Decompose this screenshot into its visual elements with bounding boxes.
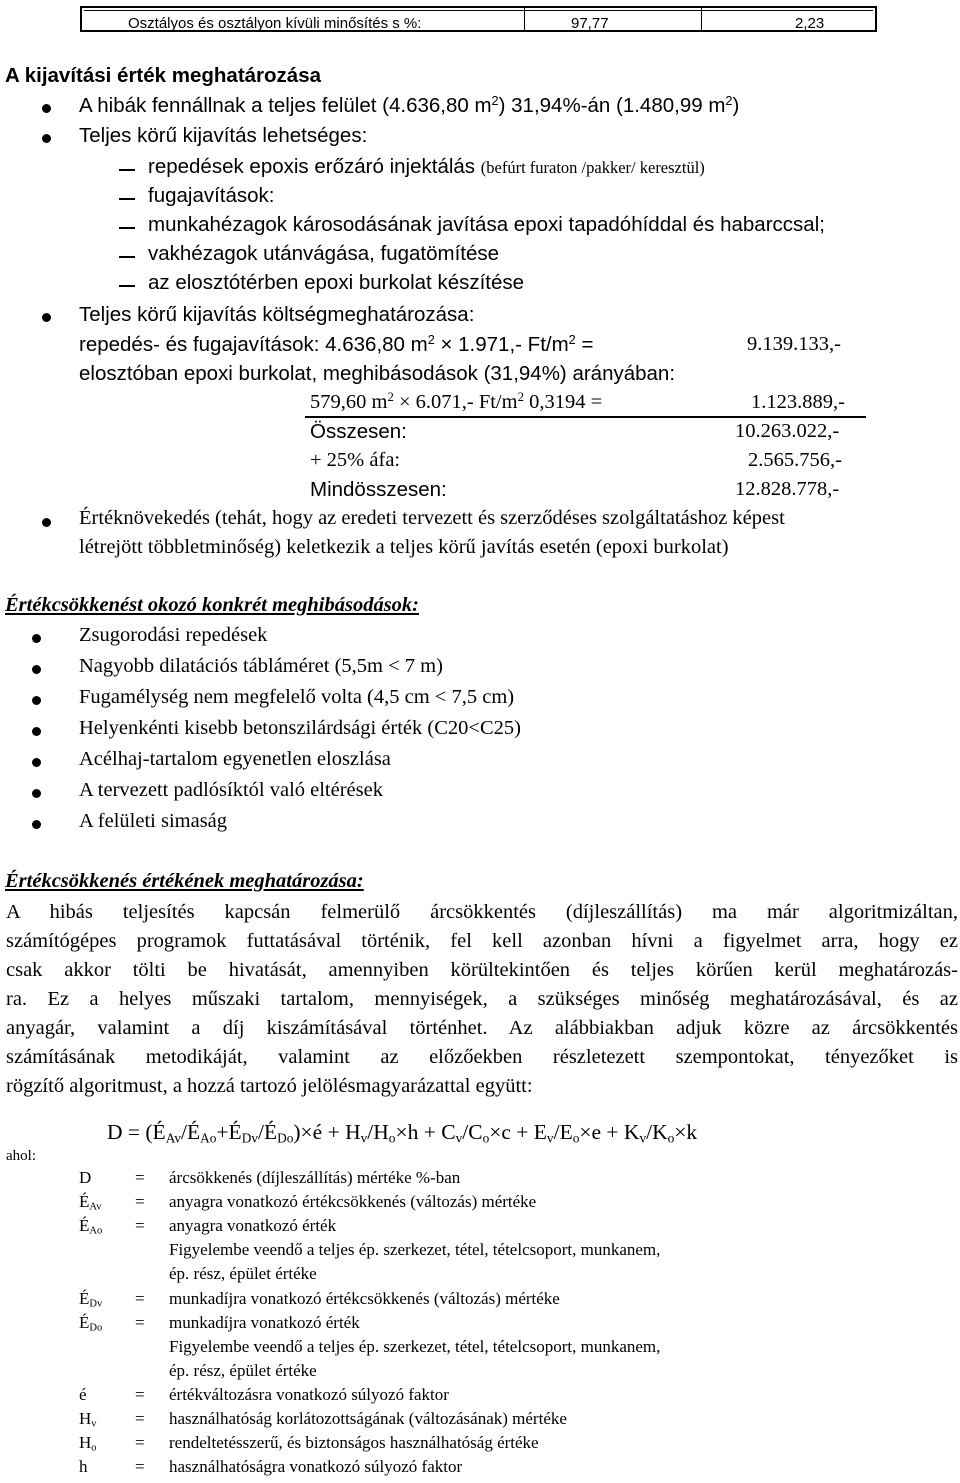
- section-heading-repair-value: A kijavítási érték meghatározása: [5, 64, 322, 87]
- sum-value: 10.263.022,-: [735, 420, 840, 442]
- legend-equals: =: [135, 1313, 145, 1332]
- legend-equals: =: [135, 1289, 145, 1308]
- table-divider: [524, 6, 525, 32]
- dash-item-blind-joints: vakhézagok utánvágása, fugatömítése: [148, 242, 500, 265]
- legend-description: anyagra vonatkozó érték: [169, 1216, 337, 1235]
- dash-item-joints: fugajavítások:: [148, 184, 275, 207]
- legend-symbol: $É_{Dv}$: [79, 1289, 103, 1310]
- paragraph-line: ra. Ez a helyes műszaki tartalom, mennyiségek, a szükséges minőség meghatározásával, és az: [6, 988, 958, 1010]
- legend-description: Figyelembe veendő a teljes ép. szerkezet, tétel, tételcsoport, munkanem,: [169, 1337, 661, 1356]
- cost-line-epoxy: elosztóban epoxi burkolat, meghibásodások (31,94%) arányában:: [79, 362, 676, 385]
- legend-description: munkadíjra vonatkozó érték: [169, 1313, 360, 1332]
- formula-equation: $D = (É_{Av}/É_{Ao}+É_{Dv}/É_{Do})\times é + H_v/H_o\times h + C_v/C_o\times c + E_v/E_o\times e + K_v/K_o\times k$: [107, 1120, 698, 1146]
- legend-description: anyagra vonatkozó értékcsökkenés (változás) mértéke: [169, 1192, 537, 1211]
- dash-item-epoxy: az elosztótérben epoxi burkolat készítése: [148, 271, 525, 294]
- legend-description: árcsökkenés (díjleszállítás) mértéke %-ban: [169, 1168, 461, 1187]
- bullet-icon: [32, 634, 41, 643]
- bullet-icon: [32, 696, 41, 705]
- legend-equals: =: [135, 1457, 145, 1476]
- dash-icon: [119, 169, 135, 171]
- legend-equals: =: [135, 1433, 145, 1452]
- legend-description: ép. rész, épület értéke: [169, 1361, 317, 1380]
- bullet-value-increase-2: létrejött többletminőség) keletkezik a teljes körű javítás esetén (epoxi burkolat): [79, 536, 729, 558]
- paragraph-line: rögzítő algoritmust, a hozzá tartozó jelölésmagyarázattal együtt:: [6, 1075, 533, 1097]
- legend-description: értékváltozásra vonatkozó súlyozó faktor: [169, 1385, 449, 1404]
- table-value-2: 2,23: [795, 15, 825, 32]
- vat-value: 2.565.756,-: [748, 449, 842, 471]
- bullet-icon: [32, 665, 41, 674]
- legend-equals: =: [135, 1168, 145, 1187]
- bullet-icon: [42, 518, 51, 527]
- paragraph-line: számítógépes programok futtatásával történik, fel kell azonban hívni a figyelmet arra, hogy ez: [6, 930, 958, 952]
- list-item: Zsugorodási repedések: [79, 624, 268, 646]
- legend-description: ép. rész, épület értéke: [169, 1264, 317, 1283]
- paragraph-line: számításának metodikáját, valamint az előzőekben részletezett szempontokat, tényezőket is: [6, 1046, 958, 1068]
- legend-symbol: $H_v$: [79, 1409, 97, 1430]
- bullet-icon: [32, 820, 41, 829]
- legend-description: Figyelembe veendő a teljes ép. szerkezet, tétel, tételcsoport, munkanem,: [169, 1240, 661, 1259]
- list-item: Nagyobb dilatációs tábláméret (5,5m < 7 m): [79, 655, 443, 677]
- bullet-icon: [42, 313, 51, 322]
- paragraph-line: anyagár, valamint a díj kiszámításával történhet. Az alábbiakban adjuk közre az árcsökkentés: [6, 1017, 958, 1039]
- table-value-1: 97,77: [571, 15, 609, 32]
- list-item: A tervezett padlósíktól való eltérések: [79, 779, 383, 801]
- legend-description: rendeltetésszerű, és biztonságos használhatóság értéke: [169, 1433, 539, 1452]
- table-label: Osztályos és osztályon kívüli minősítés s %:: [128, 15, 422, 32]
- sum-underline: [305, 416, 866, 418]
- cost-line-epoxy-calc: 579,60 $m^2 \times 6.071,-$ $Ft/m^2$ 0,3194 =: [310, 390, 603, 413]
- cost-value-joints: 9.139.133,-: [747, 333, 841, 355]
- legend-symbol: $H_o$: [79, 1433, 97, 1454]
- legend-description: használhatóság korlátozottságának (változásának) mértéke: [169, 1409, 567, 1428]
- legend-symbol: $É_{Do}$: [79, 1313, 103, 1334]
- dash-item-injection: repedések epoxis erőzáró injektálás (befúrt furaton /pakker/ keresztül): [148, 155, 705, 178]
- bullet-icon: [42, 134, 51, 143]
- bullet-icon: [42, 104, 51, 113]
- legend-description: munkadíjra vonatkozó értékcsökkenés (változás) mértéke: [169, 1289, 560, 1308]
- section-heading-value-decrease: Értékcsökkenés értékének meghatározása:: [5, 870, 364, 892]
- legend-symbol: $É_{Av}$: [79, 1192, 102, 1213]
- dash-item-workjoints: munkahézagok károsodásának javítása epoxi tapadóhíddal és habarccsal;: [148, 213, 825, 236]
- cost-line-joints: repedés- és fugajavítások: 4.636,80 $m^2 \times 1.971,-$ $Ft/m^2$ =: [79, 332, 594, 356]
- list-item: A felületi simaság: [79, 810, 228, 832]
- result-table: [80, 6, 877, 32]
- dash-icon: [119, 198, 135, 200]
- legend-equals: =: [135, 1192, 145, 1211]
- cost-value-epoxy: 1.123.889,-: [751, 391, 845, 413]
- vat-label: + 25% áfa:: [310, 449, 401, 471]
- bullet-value-increase-1: Értéknövekedés (tehát, hogy az eredeti tervezett és szerződéses szolgáltatáshoz képest: [79, 507, 785, 529]
- legend-symbol: h: [79, 1457, 88, 1476]
- bullet-cost-calc: Teljes körű kijavítás költségmeghatározása:: [79, 303, 475, 326]
- legend-equals: =: [135, 1409, 145, 1428]
- list-item: Helyenkénti kisebb betonszilárdsági érték (C20<C25): [79, 717, 521, 739]
- sum-label: Összesen:: [310, 420, 407, 443]
- legend-equals: =: [135, 1216, 145, 1235]
- dash-icon: [119, 227, 135, 229]
- total-label: Mindösszesen:: [310, 478, 447, 501]
- bullet-defect-area: A hibák fennállnak a teljes felület (4.636,80 $m^2$) 31,94%-án (1.480,99 $m^2$): [79, 93, 740, 117]
- bullet-icon: [32, 727, 41, 736]
- section-heading-defects: Értékcsökkenést okozó konkrét meghibásodások:: [5, 594, 419, 616]
- dash-icon: [119, 285, 135, 287]
- legend-description: használhatóságra vonatkozó súlyozó faktor: [169, 1457, 463, 1476]
- bullet-full-repair: Teljes körű kijavítás lehetséges:: [79, 124, 368, 147]
- formula-where-label: ahol:: [6, 1148, 36, 1164]
- legend-symbol: $É_{Ao}$: [79, 1216, 103, 1237]
- legend-symbol: é: [79, 1385, 87, 1404]
- dash-icon: [119, 256, 135, 258]
- list-item: Fugamélység nem megfelelő volta (4,5 cm < 7,5 cm): [79, 686, 515, 708]
- paragraph-line: csak akkor tölti be hivatását, amennyiben körültekintően és teljes körűen kerül meghatározás-: [6, 959, 958, 981]
- legend-equals: =: [135, 1385, 145, 1404]
- list-item: Acélhaj-tartalom egyenetlen eloszlása: [79, 748, 391, 770]
- method-paragraph: [6, 898, 958, 1101]
- bullet-icon: [32, 758, 41, 767]
- paragraph-line: A hibás teljesítés kapcsán felmerülő árcsökkentés (díjleszállítás) ma már algoritmizáltan,: [6, 901, 958, 923]
- bullet-icon: [32, 789, 41, 798]
- legend-symbol: D: [79, 1168, 92, 1187]
- total-value: 12.828.778,-: [735, 478, 840, 500]
- table-divider: [701, 6, 702, 32]
